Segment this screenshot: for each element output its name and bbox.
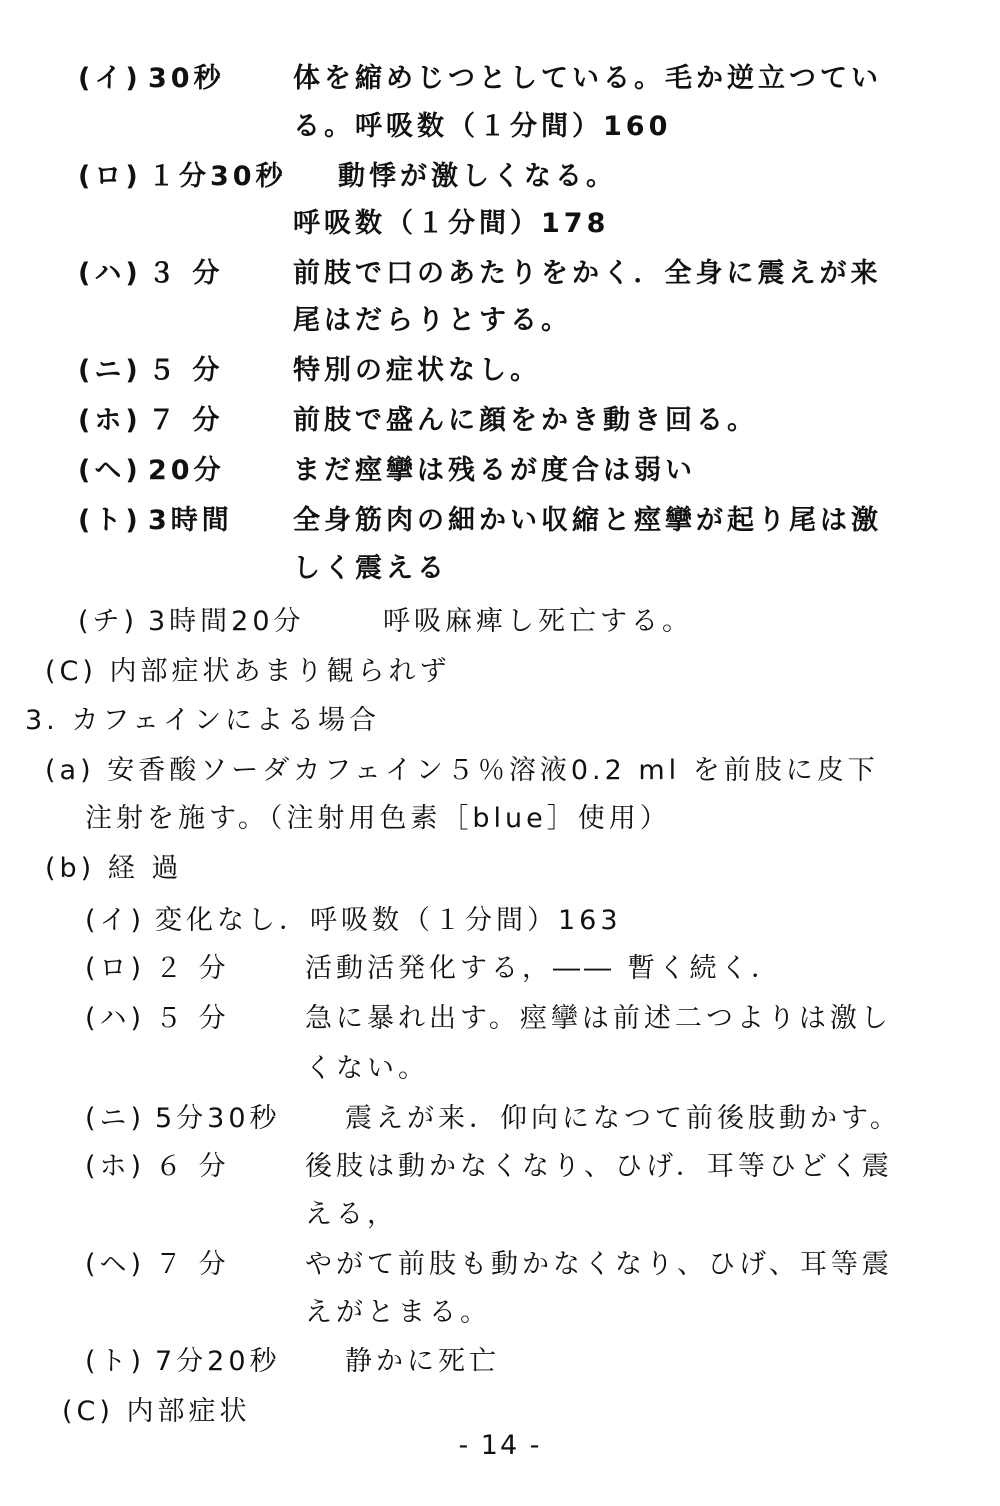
page-number: - 14 - bbox=[458, 1430, 542, 1461]
time-label: 5分30秒 bbox=[155, 1103, 281, 1134]
time-label: 3時間 bbox=[148, 505, 233, 536]
internal-symptoms bbox=[45, 653, 451, 691]
item-marker: (イ) bbox=[85, 905, 146, 936]
time-label: ２ 分 bbox=[155, 953, 230, 984]
internal-symptoms-text: (C) 内部症状 bbox=[62, 1396, 251, 1427]
time-label: ５ 分 bbox=[148, 355, 224, 386]
observation-text: 前肢で盛んに顔をかき動き回る。 bbox=[293, 405, 758, 436]
observation-text: 変化なし．呼吸数（１分間）163 bbox=[155, 905, 622, 936]
time-label: ６ 分 bbox=[155, 1151, 230, 1182]
observation-text: 静かに死亡 bbox=[345, 1346, 500, 1377]
obs-continuation bbox=[305, 1294, 491, 1332]
obs-continuation bbox=[293, 550, 448, 588]
observation-text: 急に暴れ出す。痙攣は前述二つよりは激し bbox=[305, 1003, 892, 1034]
obs-continuation bbox=[305, 1196, 398, 1234]
item-marker: (ヘ) bbox=[85, 1249, 146, 1280]
obs-row bbox=[85, 902, 622, 940]
time-label: 30秒 bbox=[148, 63, 225, 94]
item-marker: (ホ) bbox=[78, 405, 142, 436]
time-label: ７ 分 bbox=[148, 405, 224, 436]
observation-text: 全身筋肉の細かい収縮と痙攣が起り尾は激 bbox=[293, 505, 882, 536]
observation-text: 動悸が激しくなる。 bbox=[338, 161, 617, 192]
obs-row bbox=[78, 502, 882, 540]
obs-row bbox=[78, 402, 758, 440]
obs-continuation bbox=[305, 1050, 429, 1088]
internal-symptoms-text: (C) 内部症状あまり観られず bbox=[45, 656, 451, 687]
observation-text: 後肢は動かなくなり、ひげ．耳等ひどく震 bbox=[305, 1151, 893, 1182]
item-marker: (ト) bbox=[85, 1346, 146, 1377]
observation-text: しく震える bbox=[293, 553, 448, 584]
observation-text: くない。 bbox=[305, 1053, 429, 1084]
subheading bbox=[45, 850, 182, 888]
procedure-text: (a) 安香酸ソーダカフェイン５％溶液0.2 ml を前肢に皮下 bbox=[45, 755, 879, 786]
time-label: ７ 分 bbox=[155, 1249, 230, 1280]
item-marker: (ニ) bbox=[78, 355, 142, 386]
item-marker: (イ) bbox=[78, 63, 142, 94]
item-marker: (ト) bbox=[78, 505, 142, 536]
observation-text: えがとまる。 bbox=[305, 1297, 491, 1328]
time-label: 20分 bbox=[148, 455, 225, 486]
item-marker: (ロ) bbox=[78, 161, 142, 192]
observation-text: 呼吸麻痺し死亡する。 bbox=[383, 606, 693, 637]
obs-continuation bbox=[293, 205, 609, 243]
observation-text: 呼吸数（１分間）178 bbox=[293, 208, 610, 239]
time-label: 7分20秒 bbox=[155, 1346, 281, 1377]
obs-row bbox=[85, 1100, 901, 1138]
obs-continuation bbox=[293, 302, 572, 340]
procedure-line bbox=[85, 800, 671, 838]
item-marker: (ホ) bbox=[85, 1151, 146, 1182]
procedure-text: 注射を施す。（注射用色素［blue］使用） bbox=[85, 803, 671, 834]
obs-row bbox=[78, 158, 617, 196]
observation-text: 特別の症状なし。 bbox=[293, 355, 541, 386]
obs-row bbox=[78, 603, 693, 641]
obs-row bbox=[78, 255, 881, 293]
obs-continuation bbox=[293, 108, 671, 146]
obs-row bbox=[85, 1000, 892, 1038]
time-label: ５ 分 bbox=[155, 1003, 230, 1034]
obs-row bbox=[78, 60, 882, 98]
obs-row bbox=[85, 1246, 893, 1284]
procedure-line bbox=[45, 752, 879, 790]
subheading-text: (b) 経 過 bbox=[45, 853, 183, 884]
item-marker: (ハ) bbox=[78, 258, 142, 289]
item-marker: (ヘ) bbox=[78, 455, 142, 486]
item-marker: (ロ) bbox=[85, 953, 146, 984]
time-label: ３ 分 bbox=[148, 258, 224, 289]
obs-row bbox=[78, 352, 541, 390]
observation-text: 体を縮めじつとしている。毛か逆立つてい bbox=[293, 63, 882, 94]
item-marker: (ニ) bbox=[85, 1103, 146, 1134]
item-marker: (チ) bbox=[78, 606, 139, 637]
time-label: １分30秒 bbox=[148, 161, 287, 192]
observation-text: る。呼吸数（１分間）160 bbox=[293, 111, 672, 142]
observation-text: える， bbox=[305, 1199, 398, 1230]
time-label: 3時間20分 bbox=[148, 606, 305, 637]
section-heading bbox=[25, 702, 380, 740]
observation-text: 活動活発化する，―― 暫く続く． bbox=[305, 953, 783, 984]
obs-row bbox=[85, 1148, 893, 1186]
observation-text: 震えが来．仰向になつて前後肢動かす。 bbox=[345, 1103, 901, 1134]
obs-row bbox=[85, 1343, 500, 1381]
section-heading-text: 3. カフェインによる場合 bbox=[25, 705, 380, 736]
observation-text: まだ痙攣は残るが度合は弱い bbox=[293, 455, 696, 486]
obs-row bbox=[78, 452, 696, 490]
observation-text: やがて前肢も動かなくなり、ひげ、耳等震 bbox=[305, 1249, 893, 1280]
observation-text: 前肢で口のあたりをかく．全身に震えが来 bbox=[293, 258, 882, 289]
obs-row bbox=[85, 950, 782, 988]
item-marker: (ハ) bbox=[85, 1003, 146, 1034]
observation-text: 尾はだらりとする。 bbox=[293, 305, 572, 336]
internal-symptoms bbox=[62, 1393, 251, 1431]
